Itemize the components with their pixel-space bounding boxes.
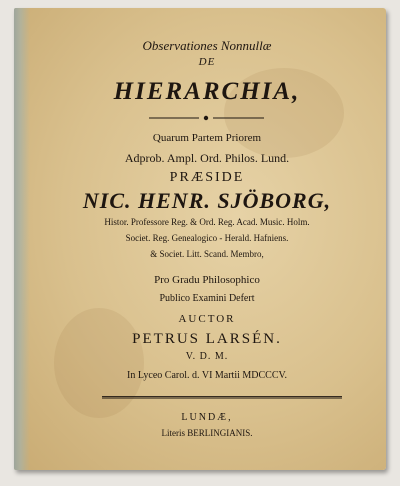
praeses-name: NIC. HENR. SJÖBORG,: [82, 188, 332, 213]
title-line-de: DE: [198, 56, 216, 68]
imprint-printer: Literis BERLINGIANIS.: [161, 428, 253, 438]
praeses-title-2: Societ. Reg. Genealogico - Herald. Hafniens.: [125, 233, 289, 243]
degree-line: Pro Gradu Philosophico: [154, 274, 260, 286]
imprint-place: LUNDÆ,: [181, 412, 233, 423]
praeses-title-1: Histor. Professore Reg. & Ord. Reg. Acad. Music. Holm.: [104, 217, 310, 227]
auctor-label: AUCTOR: [178, 313, 236, 325]
subtitle-quarum: Quarum Partem Priorem: [152, 132, 262, 144]
book-title-page: [14, 8, 386, 470]
imprint-rule: [102, 396, 342, 399]
praeses-title-3: & Societ. Litt. Scand. Membro,: [150, 249, 264, 259]
ornament-divider: [149, 114, 264, 122]
praeside-label: PRÆSIDE: [169, 170, 245, 185]
title-line-observationes: Observationes Nonnullæ: [142, 38, 272, 53]
subtitle-adprob: Adprob. Ampl. Ord. Philos. Lund.: [124, 151, 290, 165]
author-name: PETRUS LARSÉN.: [132, 331, 282, 347]
date-place-line: In Lyceo Carol. d. VI Martii MDCCCV.: [127, 370, 287, 381]
examination-line: Publico Examini Defert: [159, 293, 255, 304]
main-title-hierarchia: HIERARCHIA,: [113, 78, 301, 105]
author-degree: V. D. M.: [185, 351, 229, 362]
